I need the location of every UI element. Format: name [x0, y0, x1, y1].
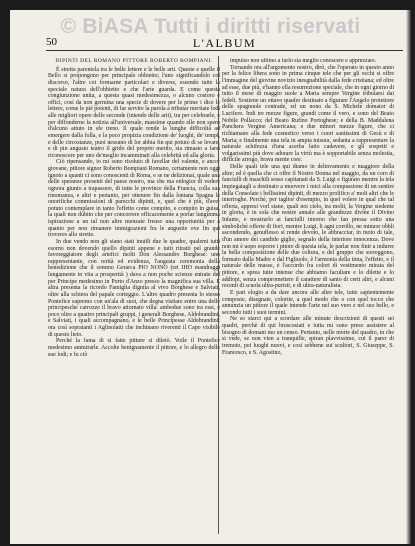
page-header	[46, 36, 403, 52]
paragraph: Tornando ora all'argomento nostro, dirò, che l'operato in questo anno per la felice libera sono in prima cinque tele che per gli occhi si offre l'immagine del giovine novizio inesgnabilità dalla fede cristiana; ed oltre ad esse, due più, e'hanno ella resurrezione speciale, che in ogni giorno di tutto il mese di maggio suole a Maria sempre Vergine tributarsi dai fedeli. Sostiene un ottavo quadro destinato a figurare l'Angelo protettore delle spagnuole contrade, ed un nono da S. Michele domator di Lucifero. Indi tre mezze figure, grandi come il vero, e sono del Beato Nobile Pollacco; del Beato Rufino Portoghese; e della B. Maddalena Panchera Vergine Americana; e due minori mezze figure, che ci richiamano alla fede cosmetico verso i cuori santissimi di Gesù e di Maria; e finalmente una tela in ampia misura, sedanta a rappresentare la naturale schifezza d'una acerba fatto cadavere, e gli sospetti e volgarissimi più dove adorare la virtù ma è sopportabile senza molestia, difficile arrogo, brava mente core.	[222, 64, 394, 164]
paragraph: È stretta parentela tra le belle lettere e le belle arti. Queste e quelle il Bello si propongono per principale obbietto; l'uno significandolo col discorso, l'altre coi formarne particolari e diverse, essendo tutte la speciale natura dell'obbietto e che l'arte guarda. E come questa congiunzione unita, a questa quasi medesimezza, o alcuno costoro e offici, cosí da non germina una specie di dovere per le prime i dice le lettere, come le pié potenti, di far servire la parola a tributar meritate lodi alle migliori opere delle seconde (intendo delle arti), tra per celebrarle, e per diffonderne la notizia all'universale, massime quando elle non spero d'alcuno attuto in sfe treno. Il quale rende la lunghe difficoltà ad emergere dalla folla, e la poco propizia condizione de' luoghi, de' tempi, e delle circostanze, puoi nessuno di lor abbia fin qui potuto di se levare, e di pin angusto teatro il grido del proprio merito, sia rimasto a farsi riconoscere per uno de'meglio incamminati alla celebrità ed alla gloria.	[48, 66, 220, 159]
left-column	[48, 58, 220, 536]
paragraph: Perché la fama di si fatte pitture si diletò. Voile il Pontefice medesimo ammirarle. Accolte benignamente il pittore, e lo allegro delle sue lodi; e fu ciò	[48, 338, 220, 358]
page-number: 50	[46, 36, 57, 48]
paragraph: E pari elogio a da dare ancora alle altre tele, tutte sapientemente composte, disegnate, colorite, a quel modo che o con quel tocco che annunzia un pittore il quale intende l'arte nel suo vero e nel suo bello, e secondo tutti i suoi termini.	[222, 289, 394, 316]
article-heading: DIPINTI DEL ROMANO PITTORE ROBERTO BOMPIANI.	[55, 58, 213, 64]
paragraph: In due vendo non gli siano stati inutili due le quadre, qualemi tutti esorno non dovendo quello dipinti appene e tutti ritraiti pel grande favoreggiatore degli artefici molti Don Alessandro Borghese: uno rappresentante, con rerità ed evidenza, l'augusta ceremonia della benedizione che il sommo Gerarca PIO NONO (rei IHO mandraggi lungamente in vita a prosperità ) dava a non poche scienze entrate del per Principe medesimo in Porto d'Anzo presso la magnifica sua villa. E altra presenta la ricordo Famiglia dignita al vivo Borghese e Salviati, oltre alla schiera del papale corteggio. L'altro quadro presenta lo stesso Pontefice supremo con un'ala di suoi, che degna visitare entro una delle principesche carrozze il bravo attornato villa: ambedue sono tra essi, e poco oltre a quattro principali gruppi, i generali Borghese, Aldobrandini, e Salviati, i quali accompagnano, e le belle Principesse Aldobrandini: ora così sopratanti i Aglinolatti che inchinano riverenti il Capo visibile di questo lieto.	[48, 238, 220, 338]
header-rule	[46, 50, 403, 51]
journal-title: L'ALBUM	[192, 36, 257, 50]
watermark: © BiASA Tutti i diritti riservati	[60, 15, 361, 38]
column-divider	[218, 56, 219, 534]
binding-edge	[406, 10, 411, 544]
paragraph: Ciò ripensando, io mi sono risoluto di favellar del valente, e ancor giovane, pittore signor Roberto Bompiani Romano, certamente non oggi ignoto a quanti ci sono conoscenti di Roma, e se ne delizionai, quale una delle speranze presenti del paese nostro, ma che ma enlogior di vedere ognora giunto a trapassere, di tutte le province della Francia, colla sua rinomanza, e altri e pertanto, per ottenere fin dalla lontana Spagna le onorifiche commissioni di parecchi dipinti, e, quel che è più, d'aver potuto contemplare in tanto l'effetto come compito, e compito in guisa, la quali non dubito che per concorrere efficacemente a portar lungimma ispirazione a un tal non altre menzate freuso una opportunità per a quanto per non rimanere immigrazioni fra le angustie ove fin qui troveres allo strette.	[48, 159, 220, 239]
paragraph: Ne so starci qui a scordare alle minute descrizioni di questi sei quadri, perchè di qui bruscosiati e tutta mi sono preso assistere al bisogno di domani mo un censo. Pertanto, nelle morte del quadro, in che si vede, se non vien a tranquille, spiran plavvissime, cui il parer di tremoto, pei luoghi nuovi, e cosi sebbene sui scultori, S. Giuseppe, S. Francesco, e S. Agostino,	[222, 316, 394, 356]
right-column	[222, 58, 394, 536]
paragraph: impulso non ultimo a farlo sia meglio conoscere e apprezzare.	[230, 58, 377, 64]
paragraph: Delle quali tele una qui diamo in delinvamento e maggiore della altre; ed è quella che ci offre il Nostro Donna nel maggio, da un coro di fanciulli di maschili sesso capitanati da S. Luigi e figurato mentre la tela impiegatagli a destinato a muovere i mici alla compassione di un sentire della Consolate i bellissimi dipinti, di mezzo prolifico a' moli altri che le interroghe. Perchè, per taglior d'esempio, in quel volere in qual che tal offerta, appresi vorl siane, quali noi cielo, tra molti, la Vergine siedente in gloria, è in sola che nostre annalo alle grandezze divine il Divino Infante, e mostrarlo ai fanciulli intorno che fan pressa sotto una simbolichè offerte di fiori, mentre Luigi, li agni corrillo, ne minuor obbli ascondendo, genuflesso si rende devoto, le abbracciar, in moto di tale, d'un amore dei candido giglio, segnalo della interiore innocenza. Dove non mi è uopo esporre i pitore di questa tela, le parlar non finir a indurre la bella composizione delle due coltura, e del gruppo che sorreggono, formato dalla Madre e dal Figliuolo, è l'armonia della tinta, l'effetto, e il naturale delle masse, è l'accordo fra colori di vestimento mirata del pittore, e sprea tutte intense che abbiamo facultare e lo dilette e lo addiopi, senza compromettere il carattere di santo di certi altri, e alcuni recenti di scuola ultra-puristi, e di ultra-naturalista.	[222, 164, 394, 290]
scanned-page	[10, 10, 411, 544]
